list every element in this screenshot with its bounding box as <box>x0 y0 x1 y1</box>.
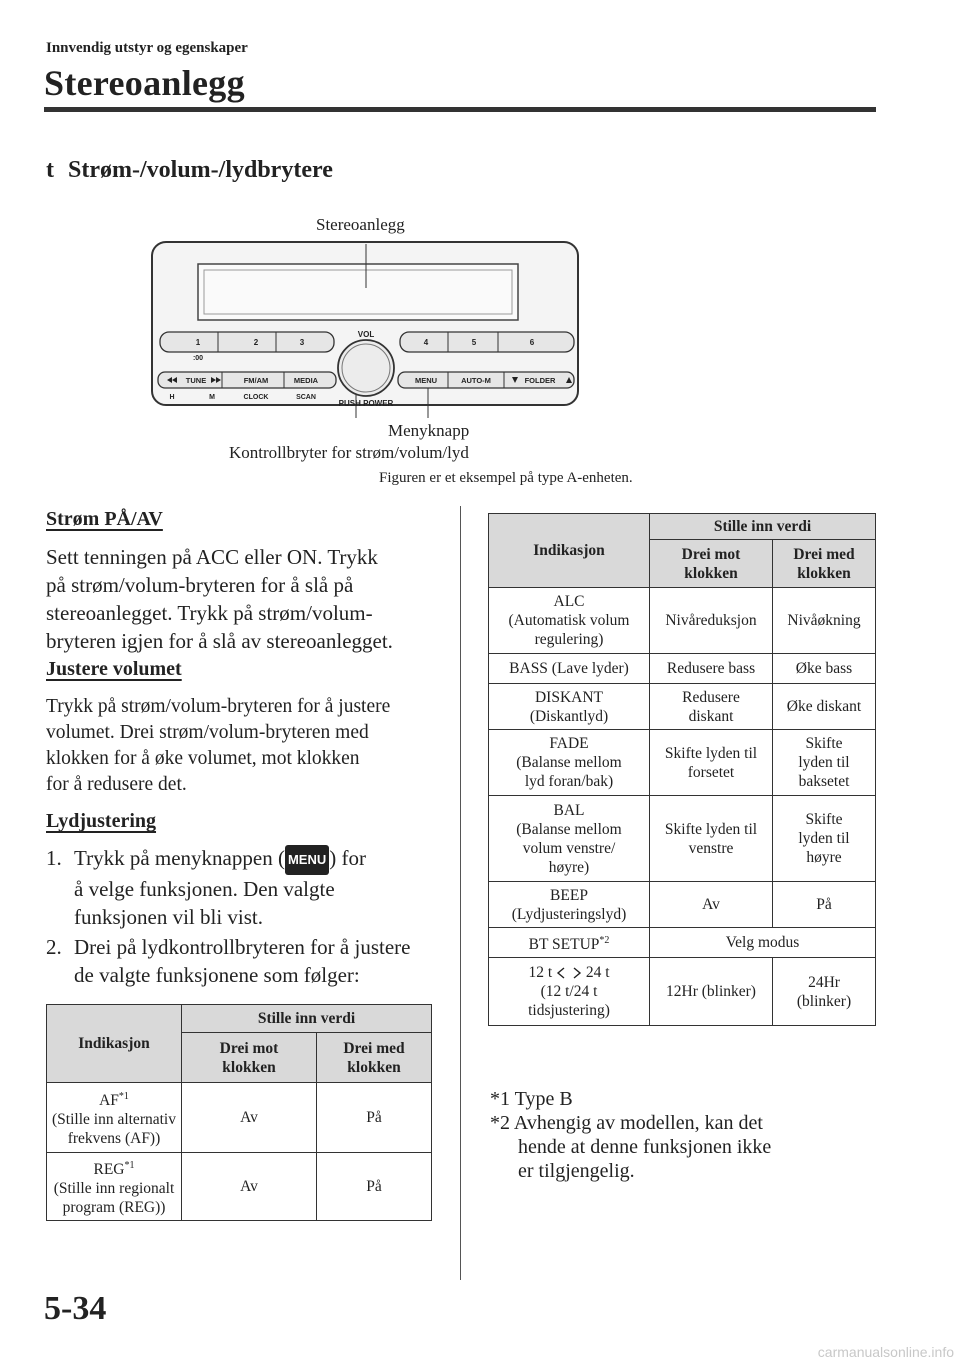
cell-indication: BAL (Balanse mellom volum venstre/ høyre) <box>489 796 650 882</box>
col-indication: Indikasjon <box>489 514 650 588</box>
cell-indication: BT SETUP$^{*2}$ <box>489 928 650 958</box>
figure-label-knob: Kontrollbryter for strøm/volum/lyd <box>229 443 469 462</box>
watermark: carmanualsonline.info <box>817 1344 954 1360</box>
table-row <box>489 588 876 654</box>
cell-indication: REG$^{*1}$ (Stille inn regionalt program (REG)) <box>47 1153 182 1221</box>
text-line: Sett tenningen på ACC eller ON. Trykk <box>46 545 378 569</box>
tune-label: TUNE <box>185 376 207 385</box>
cell-indication: ALC (Automatisk volum regulering) <box>489 588 650 654</box>
preset-6: 6 <box>529 338 535 347</box>
cell-ccw: Av <box>182 1153 317 1221</box>
media-label: MEDIA <box>293 376 319 385</box>
cell-cw: Nivåøkning <box>773 588 876 654</box>
power-text <box>46 543 451 655</box>
step-text-part: Trykk på menyknappen ( <box>74 846 285 870</box>
preset-4: 4 <box>423 338 429 347</box>
vol-label: VOL <box>357 330 375 339</box>
step-text <box>46 844 451 875</box>
text-line: Trykk på strøm/volum-bryteren for å justere <box>46 696 391 717</box>
volume-text <box>46 694 451 798</box>
text-line: stereoanlegget. Trykk på strøm/volum- <box>46 601 373 625</box>
clock-label: CLOCK <box>243 394 269 401</box>
text-line: volumet. Drei strøm/volum-bryteren med <box>46 722 369 743</box>
table-left <box>46 1004 432 1221</box>
cell-ccw: Skifte lyden til forsetet <box>650 730 773 796</box>
text-line: for å redusere det. <box>46 774 187 795</box>
footnote-2-cont: hende at denne funksjonen ikke <box>518 1136 772 1158</box>
cell-cw: På <box>317 1153 432 1221</box>
figure-label-stereo: Stereoanlegg <box>316 215 405 234</box>
table-row <box>489 730 876 796</box>
m-label: M <box>209 394 215 401</box>
step-number: 2. <box>46 935 62 959</box>
cell-ccw: Nivåreduksjon <box>650 588 773 654</box>
cell-cw: Øke diskant <box>773 684 876 730</box>
step-number: 1. <box>46 846 62 870</box>
cell-indication: FADE (Balanse mellom lyd foran/bak) <box>489 730 650 796</box>
cell-cw: Skifte lyden til høyre <box>773 796 876 882</box>
column-divider <box>460 506 461 1280</box>
cell-cw: På <box>773 882 876 928</box>
table-row <box>47 1153 432 1221</box>
table-row <box>489 796 876 882</box>
preset-1: 1 <box>195 338 201 347</box>
preset-5: 5 <box>471 338 477 347</box>
volume-knob <box>338 340 394 396</box>
footnote-2: *2 Avhengig av modellen, kan det <box>490 1112 763 1134</box>
cell-indication: BEEP (Lydjusteringslyd) <box>489 882 650 928</box>
cell-ccw: 12Hr (blinker) <box>650 958 773 1026</box>
step-text-part: ) for <box>329 846 366 870</box>
col-cw: Drei med klokken <box>773 540 876 588</box>
text-line: klokken for å øke volumet, mot klokken <box>46 748 360 769</box>
table-row <box>47 1083 432 1153</box>
table-row <box>489 928 876 958</box>
footnote-1: *1 Type B <box>490 1088 573 1110</box>
figure-caption: Figuren er et eksempel på type A-enheten. <box>379 470 633 486</box>
col-cw: Drei med klokken <box>317 1033 432 1083</box>
cell-indication: DISKANT (Diskantlyd) <box>489 684 650 730</box>
step-text: Drei på lydkontrollbryteren for å justere <box>74 935 411 959</box>
col-ccw: Drei mot klokken <box>650 540 773 588</box>
section-title <box>46 157 333 184</box>
table-right <box>488 513 876 1026</box>
scan-label: SCAN <box>296 394 316 401</box>
step-1 <box>46 844 451 931</box>
section-bullet: t <box>46 157 54 183</box>
fm-am-label: FM/AM <box>243 376 269 385</box>
section-title-text: Strøm-/volum-/lydbrytere <box>68 157 333 183</box>
text-line: bryteren igjen for å slå av stereoanlegget. <box>46 629 393 653</box>
cell-ccw: Redusere diskant <box>650 684 773 730</box>
step-text: å velge funksjonen. Den valgte <box>74 877 335 902</box>
sound-heading: Lydjustering <box>46 810 157 832</box>
cell-cw: Øke bass <box>773 654 876 684</box>
col-ccw: Drei mot klokken <box>182 1033 317 1083</box>
step-text: de valgte funksjonene som følger: <box>74 963 360 987</box>
folder-label: FOLDER <box>524 376 556 385</box>
h-label: H <box>169 394 175 401</box>
cell-ccw: Skifte lyden til venstre <box>650 796 773 882</box>
cell-cw: Skifte lyden til baksetet <box>773 730 876 796</box>
footnotes <box>490 1087 870 1183</box>
step-2 <box>46 933 451 989</box>
col-set-value: Stille inn verdi <box>182 1005 432 1033</box>
cell-indication: 12 t 24 t (12 t/24 t tidsjustering) <box>489 958 650 1026</box>
cell-cw: 24Hr (blinker) <box>773 958 876 1026</box>
stereo-display <box>198 264 518 320</box>
menu-button-icon: MENU <box>285 845 329 875</box>
table-row <box>489 882 876 928</box>
arrows-left-right-icon <box>556 967 582 979</box>
table-row <box>489 654 876 684</box>
col-indication: Indikasjon <box>47 1005 182 1083</box>
header-rule <box>44 107 876 112</box>
preset-strip-left <box>160 332 334 352</box>
cell-ccw: Av <box>650 882 773 928</box>
col-set-value: Stille inn verdi <box>650 514 876 540</box>
sub-00-label: :00 <box>192 355 204 362</box>
preset-2: 2 <box>253 338 259 347</box>
step-text: funksjonen vil bli vist. <box>74 905 263 930</box>
footnote-2-cont: er tilgjengelig. <box>518 1160 635 1182</box>
table-row <box>489 684 876 730</box>
volume-heading: Justere volumet <box>46 658 182 680</box>
page-number: 5-34 <box>44 1290 107 1327</box>
text-line: på strøm/volum-bryteren for å slå på <box>46 573 354 597</box>
chapter-label: Innvendig utstyr og egenskaper <box>46 40 248 56</box>
cell-merged: Velg modus <box>650 928 876 958</box>
cell-indication: AF$^{*1}$ (Stille inn alternativ frekvens (AF)) <box>47 1083 182 1153</box>
menu-label: MENU <box>414 376 438 385</box>
table-row <box>489 958 876 1026</box>
figure-label-menu: Menyknapp <box>388 421 470 440</box>
page-title: Stereoanlegg <box>44 63 245 103</box>
cell-cw: På <box>317 1083 432 1153</box>
preset-3: 3 <box>299 338 305 347</box>
cell-indication: BASS (Lave lyder) <box>489 654 650 684</box>
stereo-unit-illustration <box>150 238 582 418</box>
auto-m-label: AUTO-M <box>461 376 491 385</box>
push-power-label: PUSH POWER <box>338 399 394 408</box>
cell-ccw: Av <box>182 1083 317 1153</box>
power-heading: Strøm PÅ/AV <box>46 508 163 530</box>
cell-ccw: Redusere bass <box>650 654 773 684</box>
